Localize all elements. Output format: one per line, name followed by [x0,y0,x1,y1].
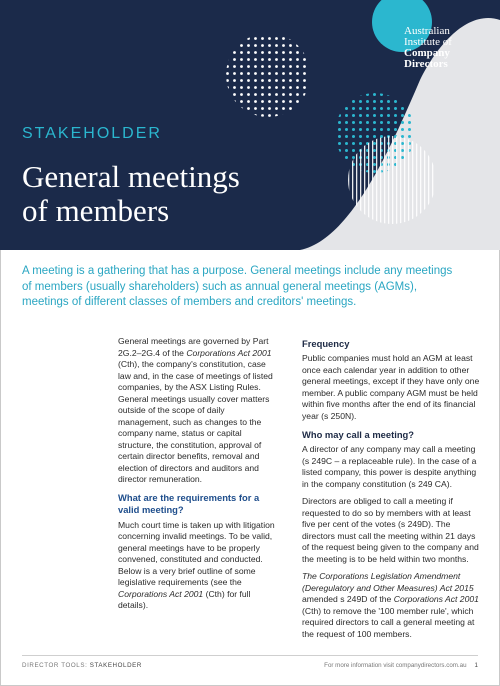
heading-frequency: Frequency [302,338,350,349]
act-title: Corporations Act 2001 [393,594,479,604]
footer-info [324,662,478,669]
text-span: (Cth) for full details). [118,588,251,610]
logo-line: Directors [404,58,448,70]
footer-prefix: DIRECTOR TOOLS: [22,662,90,669]
right-paragraph-4 [302,571,480,640]
section-kicker: STAKEHOLDER [22,125,162,142]
aicd-logo [404,26,478,70]
footer-section: STAKEHOLDER [89,662,142,669]
right-column [302,338,480,646]
text-span: amended s 249D of the [302,594,394,604]
text-span: General meetings are governed by Part 2G.2–2G.4 of the [118,336,269,358]
right-paragraph-1: Public companies must hold an AGM at least once each calendar year in addition to other general meetings, except if they have only one member. A public company AGM must be held within five months after the end of its financial year (s 250N). [302,353,480,421]
right-paragraph-2: A director of any company may call a meeting (s 249C – a replaceable rule). In the case of a listed company, this power is despite anything in the company constitution (s 249 CA). [302,444,477,489]
text-span: (Cth) to remove the '100 member rule', which required directors to call a general meeting at the request of 100 members. [302,605,475,639]
left-heading: What are the requirements for a valid meeting? [118,491,260,515]
right-paragraph-3: Directors are obliged to call a meeting if requested to do so by members with at least five per cent of the votes (s 249D). The directors must call the meeting within 21 days of the request being given to the company and the meeting is to be held within two months. [302,496,479,564]
logo-line: Institute of [404,36,452,48]
logo-line: Company [404,47,450,59]
page-title: General meetings of members [22,159,240,228]
footer-divider [22,655,478,656]
text-span: (Cth), the company's constitution, case law and, in the case of meetings of listed companies, by the ASX Listing Rules. General meetings usually cover matters outside of the scope of daily management, such as changes to the company name, status or capital structure, the constitution, approval of certain director benefits, removal and election of directors and auditors and director remuneration. [118,359,273,484]
text-span: Much court time is taken up with litigation concerning invalid meetings. To be valid, general meetings have to be properly convened, constituted and conducted. Below is a very brief outline of some legislative requirements (see the [118,519,275,587]
header-banner [0,0,500,250]
left-paragraph-1 [118,336,278,486]
act-title: Corporations Act 2001 [186,347,272,358]
lined-circle [348,136,436,224]
logo-line: Australian [404,25,450,37]
act-title: Corporations Act 2001 [118,588,204,599]
page-number: 1 [474,662,478,669]
footer-website-link[interactable]: For more information visit companydirectors.com.au [324,662,467,669]
act-title: The Corporations Legislation Amendment (Deregulatory and Other Measures) Act 2015 [302,571,474,593]
left-paragraph-2 [118,520,278,612]
white-dot-circle [226,33,310,117]
footer-section-label [22,662,142,669]
intro-paragraph: A meeting is a gathering that has a purpose. General meetings include any meetings of members (usually shareholders) such as annual general meetings (AGMs), meetings of different classes of members and creditors' meetings. [22,265,453,308]
left-column [118,336,278,618]
heading-who-may-call: Who may call a meeting? [302,429,415,440]
